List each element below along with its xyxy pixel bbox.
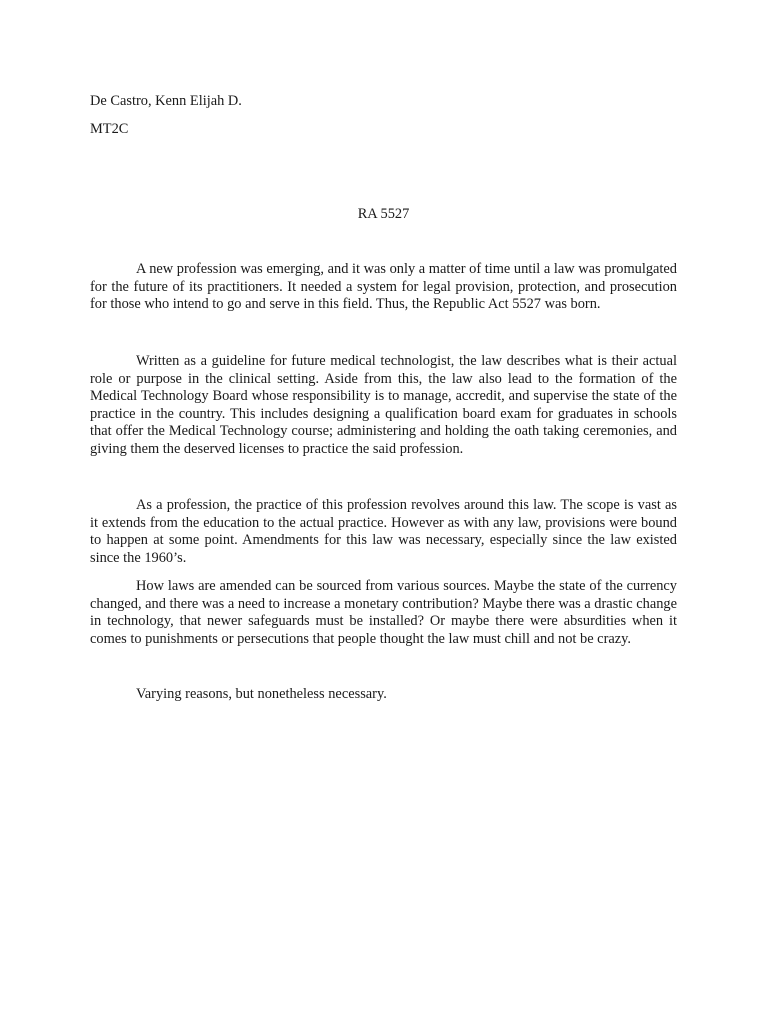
paragraph-5: Varying reasons, but nonetheless necessary. (136, 686, 387, 702)
paragraph-3: As a profession, the practice of this profession revolves around this law. The scope is vast as it extends from the education to the actual practice. However as with any law, provisions were bound to happen at some point. Amendments for this law was necessary, especially since the law existed since the 1960’s. (90, 497, 677, 566)
section-code: MT2C (90, 121, 129, 137)
paragraph-2: Written as a guideline for future medical technologist, the law describes what is their actual role or purpose in the clinical setting. Aside from this, the law also lead to the formation of the Medical Technology Board whose responsibility is to manage, accredit, and supervise the state of the practice in the country. This includes designing a qualification board exam for graduates in schools that offer the Medical Technology course; administering and holding the oath taking ceremonies, and giving them the deserved licenses to practice the said profession. (90, 353, 677, 457)
author-name: De Castro, Kenn Elijah D. (90, 93, 242, 109)
paragraph-1: A new profession was emerging, and it was only a matter of time until a law was promulgated for the future of its practitioners. It needed a system for legal provision, protection, and prosecution for those who intend to go and serve in this field. Thus, the Republic Act 5527 was born. (90, 261, 677, 313)
document-title: RA 5527 (357, 206, 410, 222)
paragraph-4: How laws are amended can be sourced from various sources. Maybe the state of the currency changed, and there was a need to increase a monetary contribution? Maybe there was a drastic change in technology, that newer safeguards must be installed? Or maybe there were absurdities when it comes to punishments or persecutions that people thought the law must chill and not be crazy. (90, 578, 677, 647)
